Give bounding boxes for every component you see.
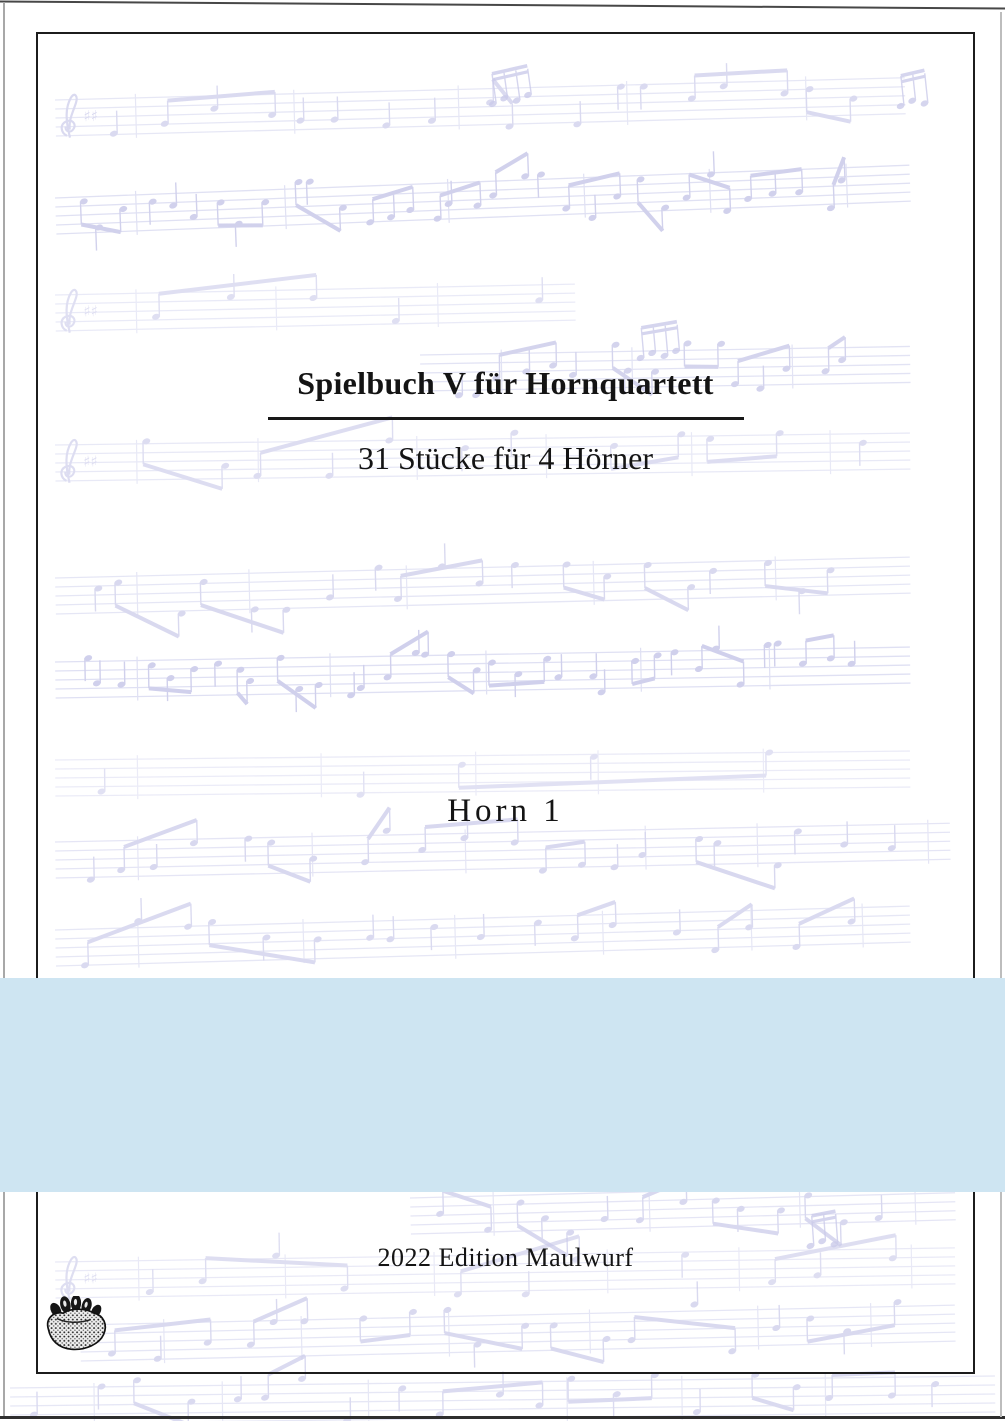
highlight-band	[0, 978, 1005, 1192]
mole-paw-logo-icon	[42, 1296, 110, 1358]
book-subtitle: 31 Stücke für 4 Hörner	[357, 439, 654, 476]
svg-text:♯♯: ♯♯	[83, 452, 98, 471]
page-scan-edge-bottom	[0, 1416, 1005, 1419]
svg-text:♯♯: ♯♯	[83, 1269, 98, 1288]
book-title: Spielbuch V für Hornquartett	[297, 365, 714, 401]
edition-imprint: 2022 Edition Maulwurf	[377, 1243, 634, 1272]
paw-palm	[48, 1309, 106, 1349]
part-name: Horn 1	[447, 793, 564, 829]
title-underline	[268, 417, 744, 420]
page-scan-edge-left	[3, 2, 5, 1416]
svg-text:♯♯: ♯♯	[83, 106, 99, 126]
title-block	[36, 365, 975, 476]
svg-text:♯♯: ♯♯	[83, 302, 99, 321]
page-scan-edge-right	[1000, 12, 1002, 1417]
